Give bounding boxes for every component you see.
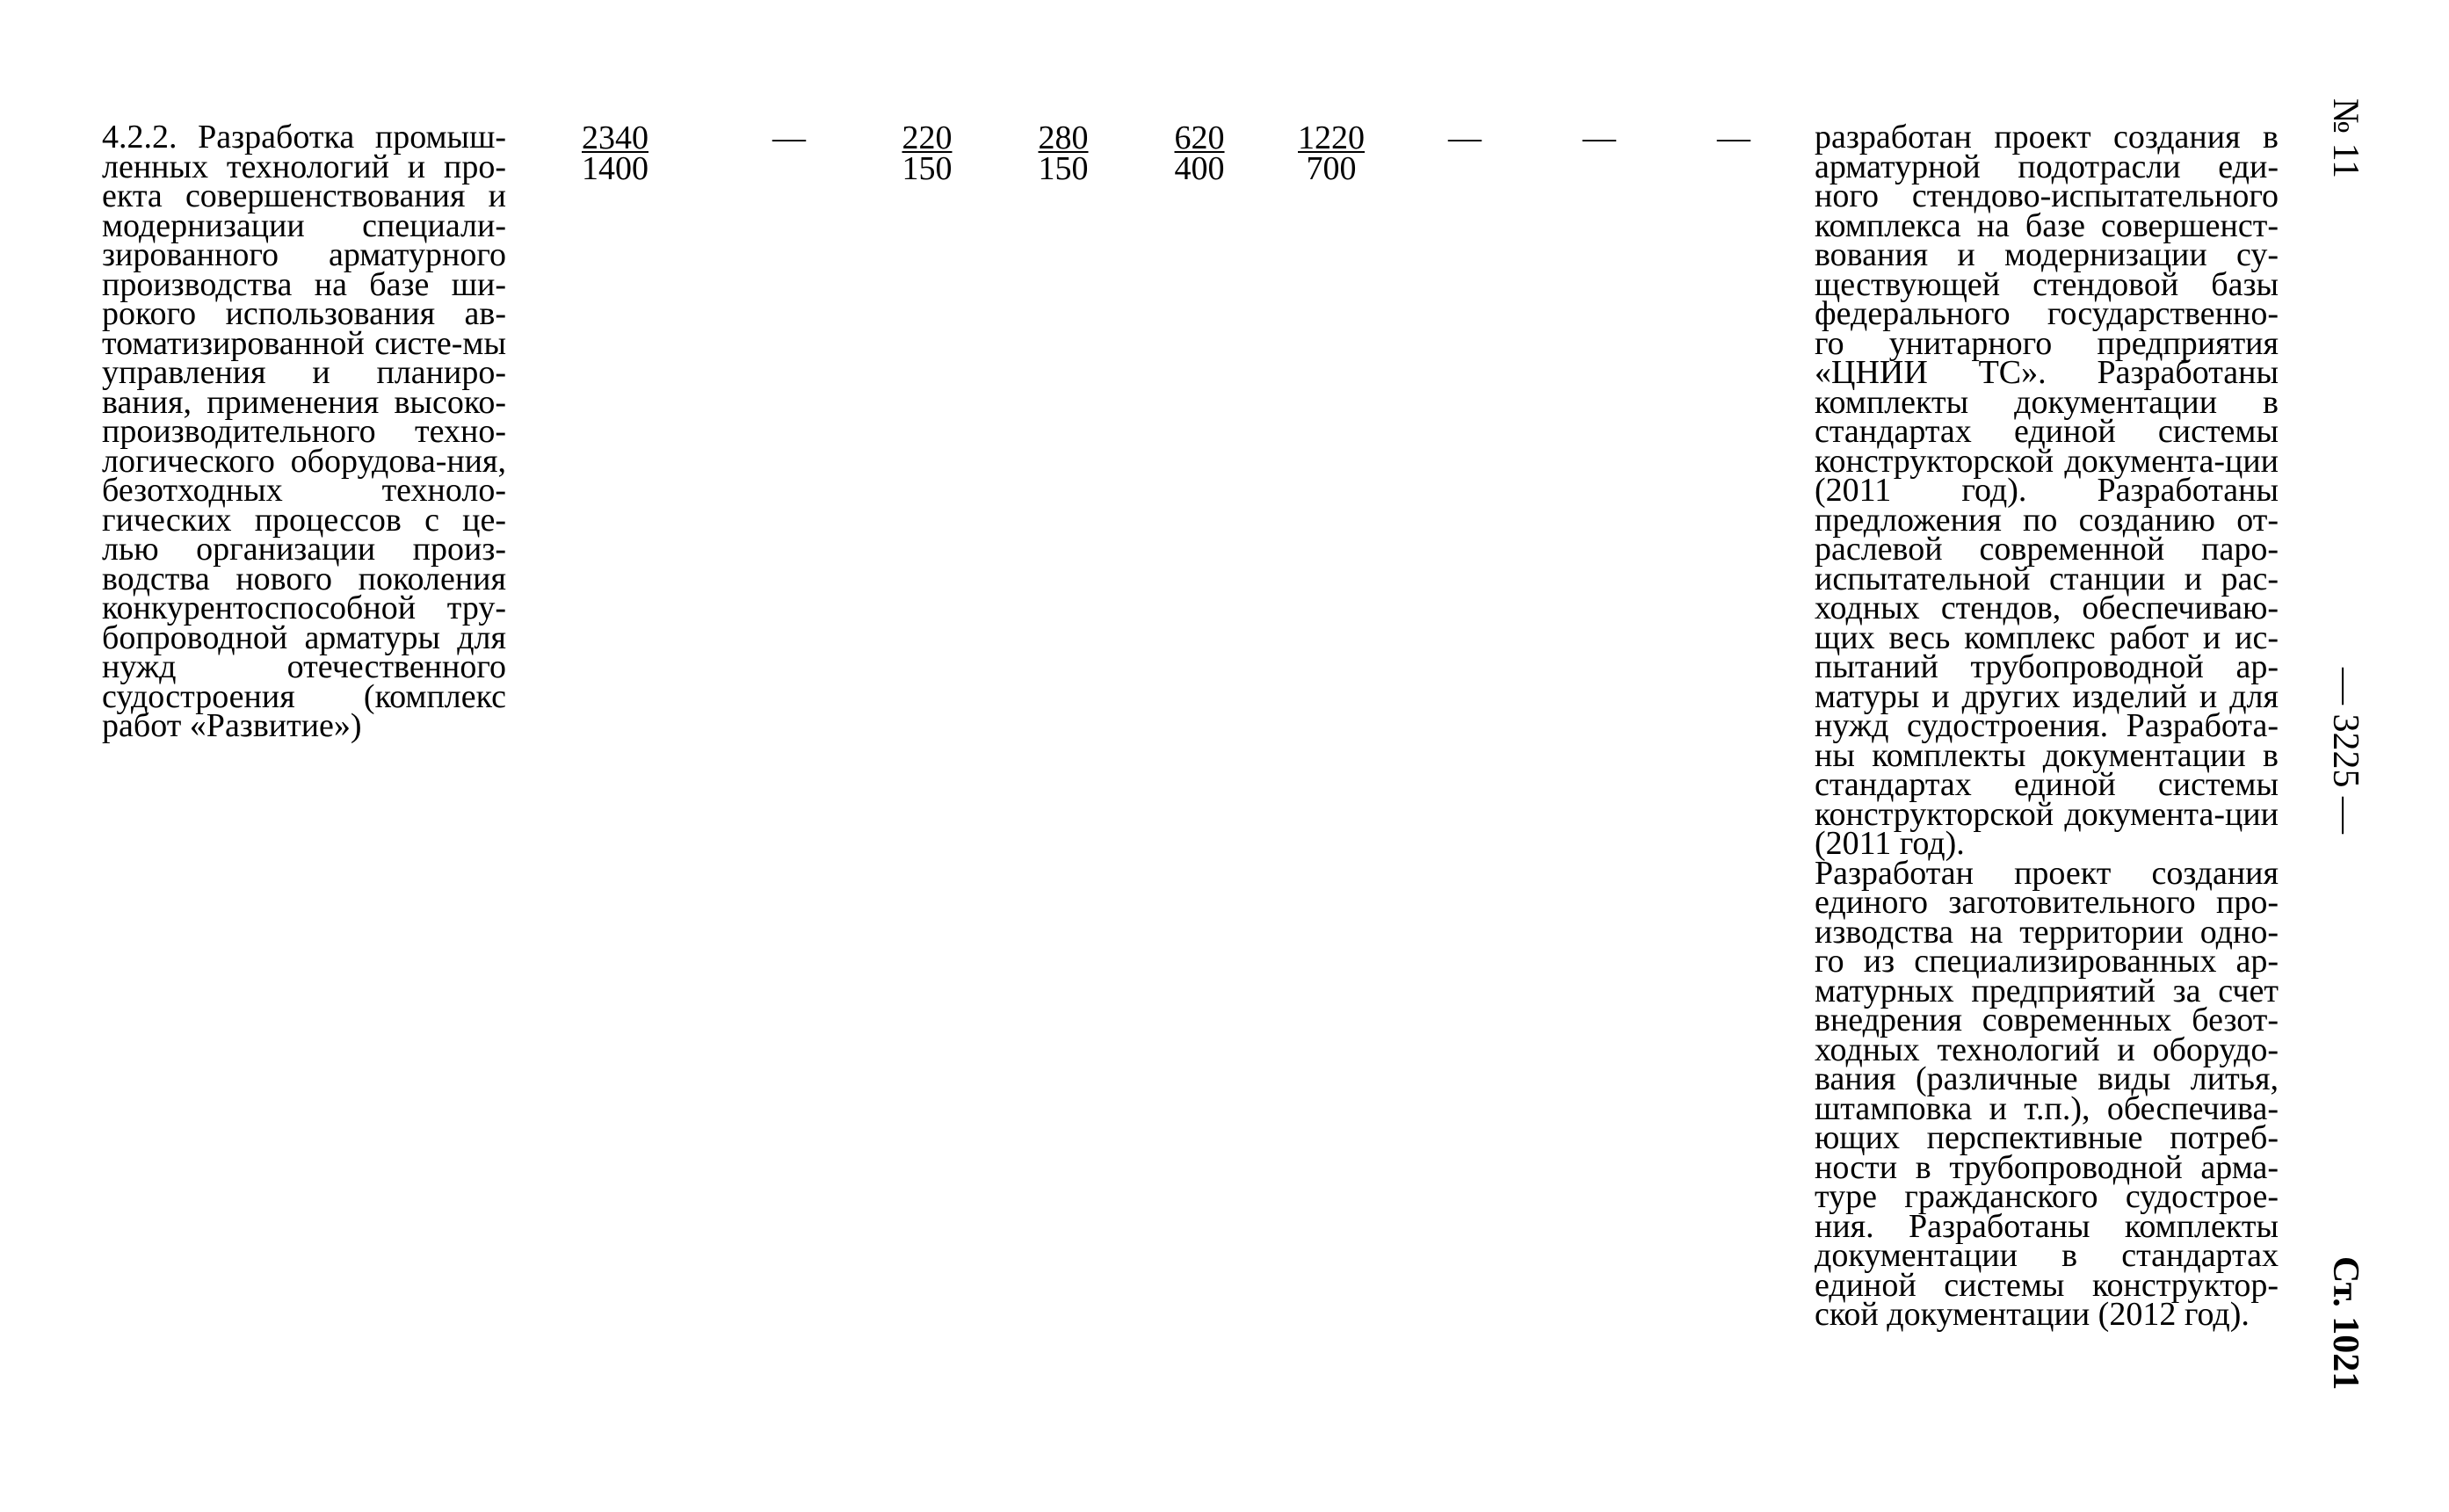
- value-col-3-numerator: 220: [902, 119, 953, 156]
- value-col-2-dash: —: [772, 119, 806, 156]
- value-col-3-denominator: 150: [902, 150, 953, 187]
- value-col-7-dash: —: [1448, 119, 1482, 156]
- value-total-fraction: [567, 119, 663, 187]
- value-col-6-fraction: [1283, 119, 1380, 187]
- issue-number: № 11: [2325, 98, 2366, 179]
- value-col-4-denominator: 150: [1038, 150, 1089, 187]
- result-paragraph-1: разработан проект создания в арматурной подотрасли еди-ного стендово-испытательного комплекса на базе совершенст-вования и модернизации су-ществующей стендовой базы федерального государственно-го унитарного предприятия «ЦНИИ ТС». Разработаны комплекты документации в стандартах единой системы конструкторской документа-ции (2011 год). Разработаны предложения по созданию от-раслевой современной паро-испытательной станции и рас-ходных стендов, обеспечиваю-щих весь комплекс работ и ис-пытаний трубопроводной ар-матуры и других изделий и для нужд судостроения. Разработа-ны комплекты документации в стандартах единой системы конструкторской документа-ции (2011 год).: [1815, 119, 2279, 862]
- value-col-5-fraction: [1151, 119, 1248, 187]
- value-total-denominator: 1400: [582, 150, 648, 187]
- value-col-4-numerator: 280: [1038, 119, 1089, 156]
- value-col-3-fraction: [879, 119, 975, 187]
- value-col-5-numerator: 620: [1174, 119, 1225, 156]
- value-total-numerator: 2340: [582, 119, 648, 156]
- value-col-6-numerator: 1220: [1298, 119, 1365, 156]
- value-col-5-denominator: 400: [1174, 150, 1225, 187]
- result-paragraph-2: Разработан проект создания единого заготовительного про-изводства на территории одно-го из специализированных ар-матурных предприятий за счет внедрения современных безот-ходных технологий и оборудо-вания (различные виды литья, штамповка и т.п.), обеспечива-ющих перспективные потреб-ности в трубопроводной арма-туре гражданского судострое-ния. Разработаны комплекты документации в стандартах единой системы конструктор-ской документации (2012 год).: [1815, 854, 2279, 1333]
- value-col-8-dash: —: [1583, 119, 1616, 156]
- result-description: [1815, 119, 2279, 1333]
- item-description: 4.2.2. Разработка промыш-ленных технологий и про-екта совершенствования и модернизации специали-зированного арматурного производства на базе ши-рокого использования ав-томатизированной систе-мы управления и планиро-вания, применения высоко-производительного техно-логического оборудова-ния, безотходных техноло-гических процессов с це-лью организации произ-водства нового поколения конкурентоспособной тру-бопроводной арматуры для нужд отечественного судостроения (комплекс работ «Развитие»): [102, 119, 506, 744]
- value-col-4-fraction: [1015, 119, 1112, 187]
- value-col-9-dash: —: [1717, 119, 1750, 156]
- article-number: Ст. 1021: [2325, 1256, 2366, 1391]
- value-col-6-denominator: 700: [1306, 150, 1357, 187]
- page-number: — 3225 —: [2325, 668, 2366, 834]
